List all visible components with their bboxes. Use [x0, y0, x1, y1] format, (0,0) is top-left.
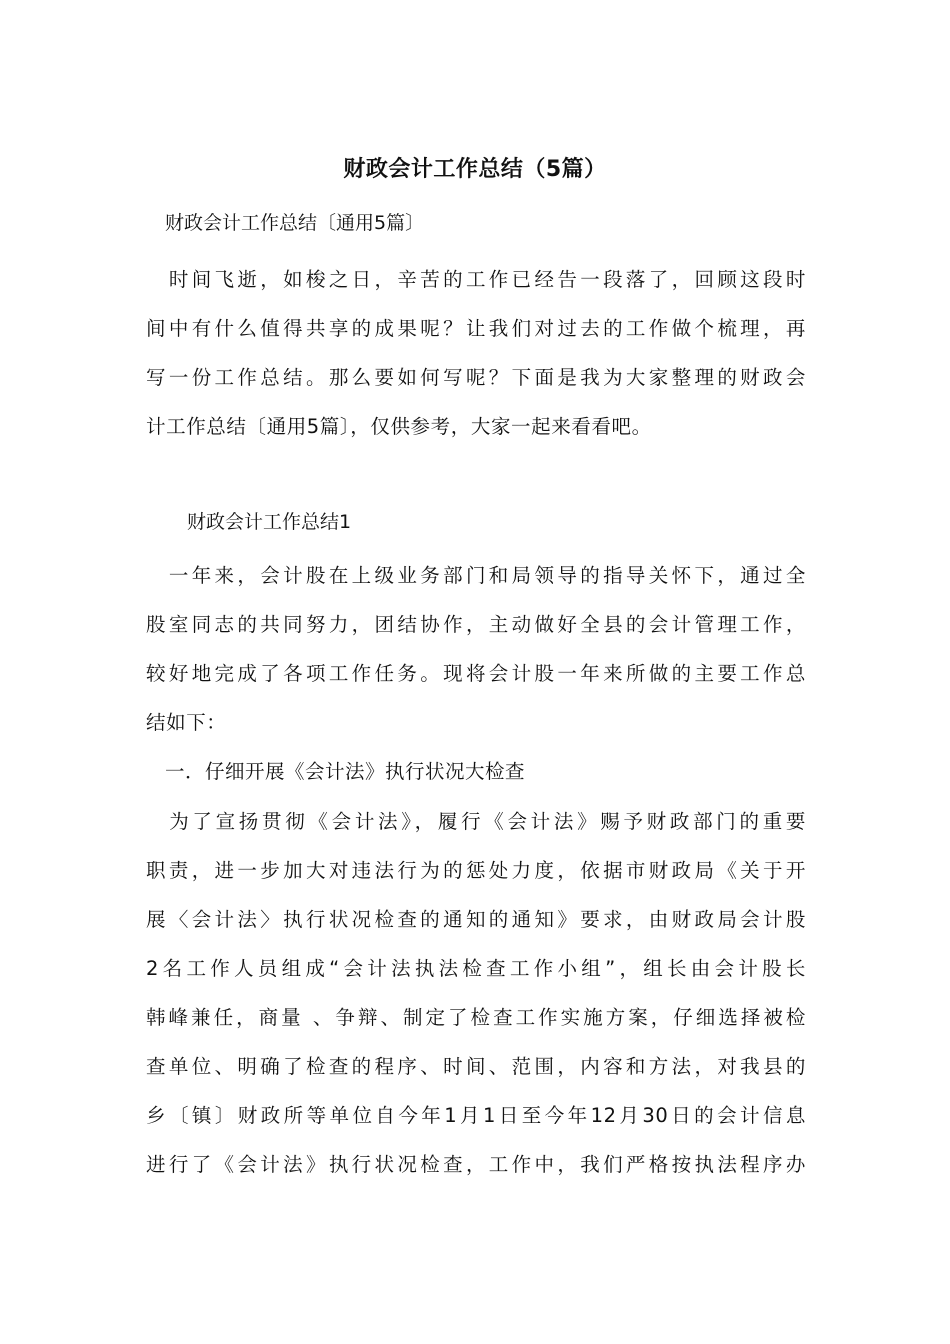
body-paragraph-1	[146, 551, 806, 747]
intro-line: 写一份工作总结。那么要如何写呢？下面是我为大家整理的财政会	[146, 366, 806, 389]
body-paragraph-2	[146, 797, 806, 1189]
intro-line: 计工作总结〔通用5篇〕，仅供参考，大家一起来看看吧。	[146, 415, 652, 438]
paragraph-line: 结如下：	[146, 711, 227, 734]
item-heading: 一．仔细开展《会计法》执行状况大检查	[165, 760, 526, 783]
paragraph-line: 股室同志的共同努力，团结协作，主动做好全县的会计管理工作，	[146, 613, 806, 636]
paragraph-line: 职责，进一步加大对违法行为的惩处力度，依据市财政局《关于开	[146, 859, 806, 882]
paragraph-line: 一年来，会计股在上级业务部门和局领导的指导关怀下，通过全	[146, 564, 806, 587]
intro-line: 时间飞逝，如梭之日，辛苦的工作已经告一段落了，回顾这段时	[146, 268, 806, 291]
intro-paragraph	[146, 255, 806, 451]
paragraph-line: 进行了《会计法》执行状况检查，工作中，我们严格按执法程序办	[146, 1153, 806, 1176]
document-title: 财政会计工作总结（5篇）	[343, 157, 607, 182]
paragraph-line: 较好地完成了各项工作任务。现将会计股一年来所做的主要工作总	[146, 662, 806, 685]
document-subtitle: 财政会计工作总结〔通用5篇〕	[165, 212, 425, 234]
paragraph-line: 查单位、明确了检查的程序、时间、范围，内容和方法，对我县的	[146, 1055, 806, 1078]
paragraph-line: 2名工作人员组成“会计法执法检查工作小组”，组长由会计股长	[146, 957, 806, 980]
paragraph-line: 乡〔镇〕财政所等单位自今年1月1日至今年12月30日的会计信息	[146, 1104, 806, 1127]
intro-line: 间中有什么值得共享的成果呢？让我们对过去的工作做个梳理，再	[146, 317, 806, 340]
paragraph-line: 为了宣扬贯彻《会计法》，履行《会计法》赐予财政部门的重要	[146, 810, 806, 833]
paragraph-line: 韩峰兼任，商量 、争辩、制定了检查工作实施方案，仔细选择被检	[146, 1006, 806, 1029]
paragraph-line: 展〈会计法〉执行状况检查的通知的通知》要求，由财政局会计股	[146, 908, 806, 931]
section-heading: 财政会计工作总结1	[187, 511, 352, 533]
